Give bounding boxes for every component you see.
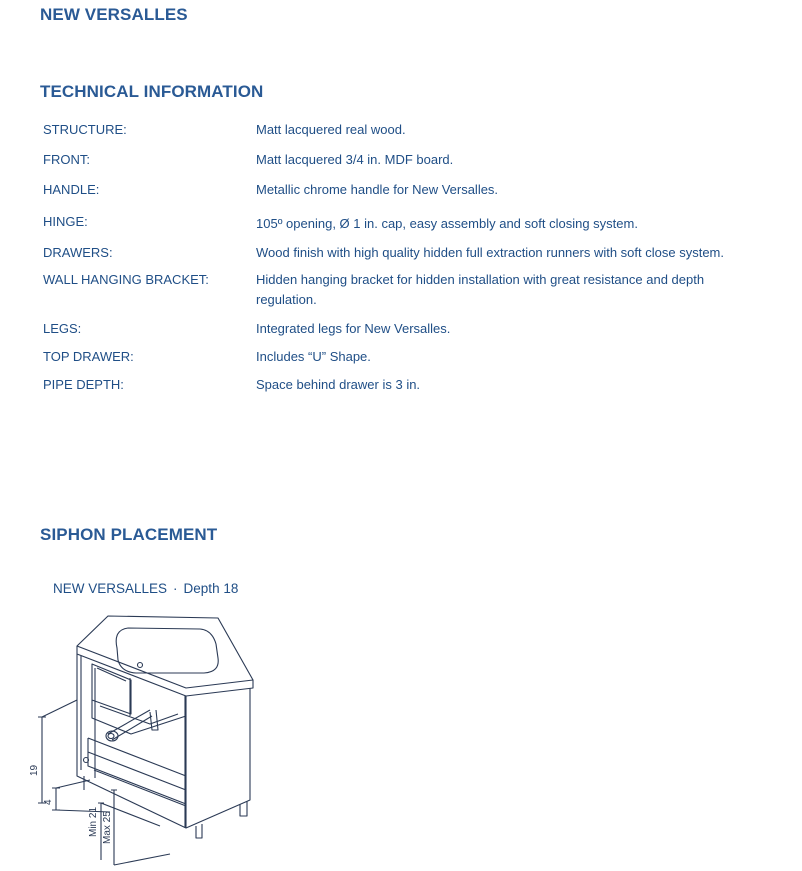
dim-4-label: 4	[43, 799, 54, 805]
tap-hole	[138, 663, 143, 668]
row-value-front: Matt lacquered 3/4 in. MDF board.	[256, 152, 454, 167]
leg-front-left	[196, 824, 202, 838]
dim-max-line	[111, 790, 170, 865]
row-label-drawers: DRAWERS:	[43, 245, 113, 260]
row-label-top-drawer: TOP DRAWER:	[43, 349, 134, 364]
row-value-hinge: 105º opening, Ø 1 in. cap, easy assembly and soft closing system.	[256, 216, 638, 231]
technical-heading: TECHNICAL INFORMATION	[40, 82, 264, 101]
row-value-wall-bracket: Hidden hanging bracket for hidden installation with great resistance and depth regulation.	[256, 272, 705, 307]
row-value-handle: Metallic chrome handle for New Versalles.	[256, 182, 499, 197]
row-label-pipe-depth: PIPE DEPTH:	[43, 377, 124, 392]
dim-max-label: Max 25	[102, 811, 113, 844]
row-value-pipe-depth: Space behind drawer is 3 in.	[256, 377, 421, 392]
row-label-handle: HANDLE:	[43, 182, 100, 197]
row-value-drawers: Wood finish with high quality hidden full extraction runners with soft close system.	[256, 245, 724, 260]
basin	[116, 628, 218, 673]
dim-4-line	[52, 788, 60, 810]
row-value-legs: Integrated legs for New Versalles.	[256, 321, 451, 336]
row-label-structure: STRUCTURE:	[43, 122, 127, 137]
model-name: NEW VERSALLES	[53, 581, 168, 596]
caption-separator: ·	[173, 581, 178, 596]
row-label-hinge: HINGE:	[43, 214, 88, 229]
dim-min-label: Min 21	[88, 806, 99, 837]
model-caption	[53, 581, 238, 596]
row-value-top-drawer: Includes “U” Shape.	[256, 349, 371, 364]
row-label-legs: LEGS:	[43, 321, 82, 336]
top-drawer	[92, 664, 131, 714]
vanity-technical-drawing	[0, 600, 300, 871]
page-title: NEW VERSALLES	[40, 5, 188, 24]
model-depth: Depth 18	[183, 581, 239, 596]
drawer-front-1	[88, 738, 186, 790]
siphon-heading: SIPHON PLACEMENT	[40, 525, 218, 544]
countertop-top	[77, 616, 253, 688]
row-label-front: FRONT:	[43, 152, 90, 167]
drawer-front-2	[88, 752, 186, 804]
row-value-structure: Matt lacquered real wood.	[256, 122, 406, 137]
row-label-wall-bracket: WALL HANGING BRACKET:	[43, 272, 209, 287]
dim-19-label: 19	[29, 764, 40, 776]
